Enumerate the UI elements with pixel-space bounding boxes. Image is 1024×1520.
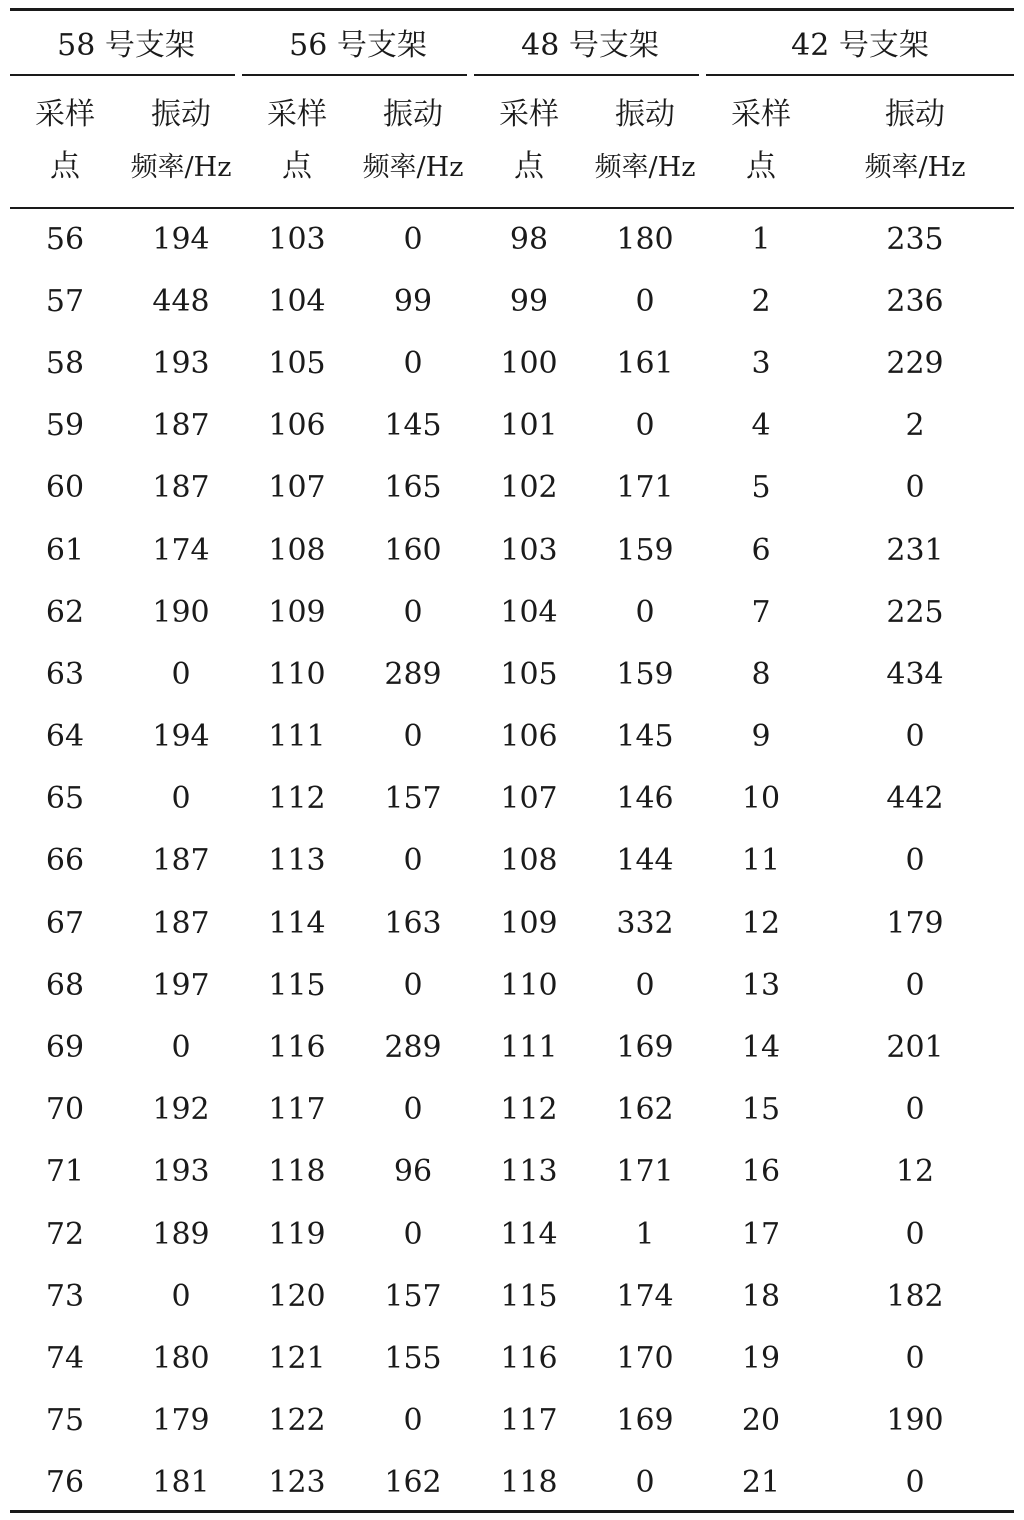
table-row: [10, 706, 1014, 768]
frequency-48-cell: 159: [616, 532, 674, 568]
table-row: [10, 395, 1014, 457]
frequency-58-cell: 181: [152, 1465, 210, 1501]
frequency-58-cell: 0: [171, 656, 191, 692]
frequency-58-cell: 179: [152, 1403, 210, 1439]
sample-point-58-cell: 73: [45, 1278, 85, 1314]
frequency-42-cell: 229: [886, 345, 944, 381]
frequency-48-cell: 180: [616, 221, 674, 257]
sample-point-header: 采样 点: [267, 97, 327, 184]
frequency-48-cell: 169: [616, 1030, 674, 1066]
frequency-48-cell: 169: [616, 1403, 674, 1439]
sample-point-42-cell: 11: [741, 843, 781, 879]
table-row: [10, 768, 1014, 830]
frequency-48-cell: 170: [616, 1340, 674, 1376]
group-header-48: 48 号支架: [521, 28, 659, 63]
sample-point-header: 采样 点: [35, 97, 95, 184]
frequency-58-cell: 197: [152, 967, 210, 1003]
frequency-42-cell: 225: [886, 594, 944, 630]
frequency-58-cell: 189: [152, 1216, 210, 1252]
frequency-56-cell: 157: [384, 781, 442, 817]
frequency-48-cell: 146: [616, 781, 674, 817]
frequency-56-cell: 0: [403, 719, 423, 755]
sample-point-48-cell: 117: [500, 1403, 558, 1439]
frequency-56-cell: 0: [403, 221, 423, 257]
group-header-row: [10, 10, 1014, 74]
frequency-42-cell: 0: [905, 719, 925, 755]
frequency-56-cell: 0: [403, 1216, 423, 1252]
table-row: [10, 1079, 1014, 1141]
frequency-56-cell: 0: [403, 843, 423, 879]
table-row: [10, 1265, 1014, 1327]
table-row: [10, 457, 1014, 519]
sample-point-48-cell: 104: [500, 594, 558, 630]
frequency-42-cell: 182: [886, 1278, 944, 1314]
table-row: [10, 1390, 1014, 1452]
sample-point-48-cell: 113: [500, 1154, 558, 1190]
sample-point-42-cell: 6: [751, 532, 771, 568]
frequency-48-cell: 0: [635, 1465, 655, 1501]
sample-point-58-cell: 76: [45, 1465, 85, 1501]
frequency-42-cell: 0: [905, 1340, 925, 1376]
frequency-48-cell: 0: [635, 408, 655, 444]
table-row: [10, 208, 1014, 270]
frequency-58-cell: 192: [152, 1092, 210, 1128]
sample-point-48-cell: 105: [500, 656, 558, 692]
frequency-56-cell: 155: [384, 1340, 442, 1376]
sample-point-56-cell: 119: [268, 1216, 326, 1252]
frequency-58-cell: 187: [152, 905, 210, 941]
sample-point-42-cell: 12: [741, 905, 781, 941]
frequency-42-cell: 0: [905, 967, 925, 1003]
frequency-56-cell: 289: [384, 656, 442, 692]
frequency-42-cell: 442: [886, 781, 944, 817]
table-row: [10, 954, 1014, 1016]
frequency-58-cell: 448: [152, 283, 210, 319]
frequency-42-cell: 0: [905, 470, 925, 506]
sample-point-56-cell: 107: [268, 470, 326, 506]
sample-point-42-cell: 20: [741, 1403, 781, 1439]
frequency-header: 振动 频率/Hz: [864, 96, 966, 183]
sample-point-56-cell: 103: [268, 221, 326, 257]
sample-point-48-cell: 100: [500, 345, 558, 381]
sample-point-56-cell: 106: [268, 408, 326, 444]
frequency-58-cell: 180: [152, 1340, 210, 1376]
sample-point-56-cell: 116: [268, 1030, 326, 1066]
frequency-48-cell: 161: [616, 345, 674, 381]
table-row: [10, 581, 1014, 643]
sample-point-56-cell: 123: [268, 1465, 326, 1501]
frequency-58-cell: 0: [171, 781, 191, 817]
frequency-42-cell: 0: [905, 843, 925, 879]
sample-point-48-cell: 110: [500, 967, 558, 1003]
frequency-56-cell: 0: [403, 1092, 423, 1128]
sample-point-56-cell: 120: [268, 1278, 326, 1314]
table-row: [10, 1327, 1014, 1389]
frequency-48-cell: 174: [616, 1278, 674, 1314]
group-header-58: 58 号支架: [57, 28, 195, 63]
sample-point-58-cell: 72: [45, 1216, 85, 1252]
sample-point-58-cell: 59: [45, 408, 85, 444]
frequency-56-cell: 289: [384, 1030, 442, 1066]
frequency-58-cell: 0: [171, 1030, 191, 1066]
sample-point-58-cell: 68: [45, 967, 85, 1003]
table-row: [10, 1452, 1014, 1514]
sample-point-58-cell: 64: [45, 719, 85, 755]
frequency-58-cell: 193: [152, 1154, 210, 1190]
frequency-42-cell: 12: [895, 1154, 935, 1190]
frequency-42-cell: 231: [886, 532, 944, 568]
frequency-48-cell: 162: [616, 1092, 674, 1128]
frequency-header: 振动 频率/Hz: [130, 96, 232, 183]
frequency-56-cell: 163: [384, 905, 442, 941]
frequency-42-cell: 0: [905, 1216, 925, 1252]
sample-point-56-cell: 114: [268, 905, 326, 941]
sample-point-58-cell: 71: [45, 1154, 85, 1190]
frequency-42-cell: 235: [886, 221, 944, 257]
table-row: [10, 332, 1014, 394]
sample-point-42-cell: 2: [751, 283, 771, 319]
frequency-56-cell: 0: [403, 345, 423, 381]
vibration-frequency-table: [10, 10, 1014, 1514]
frequency-48-cell: 0: [635, 967, 655, 1003]
sample-point-48-cell: 99: [509, 283, 549, 319]
sample-point-56-cell: 118: [268, 1154, 326, 1190]
sample-point-56-cell: 115: [268, 967, 326, 1003]
frequency-48-cell: 171: [616, 470, 674, 506]
frequency-48-cell: 145: [616, 719, 674, 755]
sample-point-42-cell: 15: [741, 1092, 781, 1128]
sample-point-56-cell: 112: [268, 781, 326, 817]
frequency-48-cell: 144: [616, 843, 674, 879]
frequency-48-cell: 159: [616, 656, 674, 692]
sample-point-58-cell: 67: [45, 905, 85, 941]
frequency-42-cell: 201: [886, 1030, 944, 1066]
group-header-56: 56 号支架: [289, 28, 427, 63]
table-row: [10, 519, 1014, 581]
frequency-42-cell: 179: [886, 905, 944, 941]
frequency-48-cell: 171: [616, 1154, 674, 1190]
group-header-42: 42 号支架: [791, 28, 929, 63]
frequency-56-cell: 162: [384, 1465, 442, 1501]
table-row: [10, 892, 1014, 954]
table-row: [10, 643, 1014, 705]
sample-point-56-cell: 117: [268, 1092, 326, 1128]
frequency-58-cell: 190: [152, 594, 210, 630]
frequency-48-cell: 0: [635, 283, 655, 319]
sample-point-48-cell: 108: [500, 843, 558, 879]
sample-point-header: 采样 点: [731, 97, 791, 184]
sample-point-56-cell: 113: [268, 843, 326, 879]
frequency-56-cell: 160: [384, 532, 442, 568]
frequency-56-cell: 99: [393, 283, 433, 319]
sample-point-58-cell: 57: [45, 283, 85, 319]
sample-point-56-cell: 121: [268, 1340, 326, 1376]
sample-point-48-cell: 111: [500, 1030, 558, 1066]
sample-point-56-cell: 105: [268, 345, 326, 381]
sample-point-48-cell: 114: [500, 1216, 558, 1252]
frequency-56-cell: 96: [393, 1154, 433, 1190]
sample-point-48-cell: 102: [500, 470, 558, 506]
sample-point-48-cell: 107: [500, 781, 558, 817]
frequency-48-cell: 332: [616, 905, 674, 941]
sample-point-42-cell: 17: [741, 1216, 781, 1252]
sample-point-58-cell: 65: [45, 781, 85, 817]
table-body: [10, 208, 1014, 1514]
sample-point-48-cell: 106: [500, 719, 558, 755]
table-row: [10, 830, 1014, 892]
table-row: [10, 270, 1014, 332]
sample-point-58-cell: 66: [45, 843, 85, 879]
frequency-56-cell: 157: [384, 1278, 442, 1314]
sample-point-42-cell: 4: [751, 408, 771, 444]
frequency-58-cell: 187: [152, 843, 210, 879]
sample-point-48-cell: 103: [500, 532, 558, 568]
frequency-58-cell: 193: [152, 345, 210, 381]
sample-point-42-cell: 16: [741, 1154, 781, 1190]
frequency-42-cell: 0: [905, 1092, 925, 1128]
sample-point-58-cell: 74: [45, 1340, 85, 1376]
sample-point-58-cell: 58: [45, 345, 85, 381]
frequency-58-cell: 187: [152, 408, 210, 444]
sample-point-42-cell: 7: [751, 594, 771, 630]
sample-point-58-cell: 62: [45, 594, 85, 630]
sample-point-56-cell: 108: [268, 532, 326, 568]
frequency-42-cell: 0: [905, 1465, 925, 1501]
frequency-56-cell: 0: [403, 594, 423, 630]
frequency-48-cell: 1: [635, 1216, 655, 1252]
frequency-58-cell: 174: [152, 532, 210, 568]
sample-point-56-cell: 111: [268, 719, 326, 755]
sample-point-58-cell: 60: [45, 470, 85, 506]
frequency-56-cell: 145: [384, 408, 442, 444]
sample-point-42-cell: 3: [751, 345, 771, 381]
sample-point-58-cell: 75: [45, 1403, 85, 1439]
sample-point-48-cell: 109: [500, 905, 558, 941]
table-row: [10, 1141, 1014, 1203]
sample-point-42-cell: 1: [751, 221, 771, 257]
frequency-58-cell: 0: [171, 1278, 191, 1314]
sample-point-58-cell: 69: [45, 1030, 85, 1066]
frequency-header: 振动 频率/Hz: [594, 96, 696, 183]
sample-point-42-cell: 13: [741, 967, 781, 1003]
sample-point-42-cell: 14: [741, 1030, 781, 1066]
sub-header-row: [10, 74, 1014, 208]
sample-point-42-cell: 5: [751, 470, 771, 506]
sample-point-42-cell: 18: [741, 1278, 781, 1314]
sample-point-56-cell: 110: [268, 656, 326, 692]
sample-point-42-cell: 10: [741, 781, 781, 817]
sample-point-58-cell: 70: [45, 1092, 85, 1128]
frequency-58-cell: 194: [152, 221, 210, 257]
frequency-42-cell: 434: [886, 656, 944, 692]
sample-point-56-cell: 109: [268, 594, 326, 630]
sample-point-58-cell: 61: [45, 532, 85, 568]
sample-point-42-cell: 19: [741, 1340, 781, 1376]
sample-point-48-cell: 118: [500, 1465, 558, 1501]
sample-point-56-cell: 122: [268, 1403, 326, 1439]
frequency-56-cell: 165: [384, 470, 442, 506]
sample-point-56-cell: 104: [268, 283, 326, 319]
sample-point-42-cell: 9: [751, 719, 771, 755]
frequency-56-cell: 0: [403, 967, 423, 1003]
frequency-42-cell: 236: [886, 283, 944, 319]
sample-point-48-cell: 115: [500, 1278, 558, 1314]
sample-point-58-cell: 63: [45, 656, 85, 692]
sample-point-42-cell: 21: [741, 1465, 781, 1501]
table-row: [10, 1203, 1014, 1265]
table-row: [10, 1016, 1014, 1078]
sample-point-58-cell: 56: [45, 221, 85, 257]
frequency-42-cell: 190: [886, 1403, 944, 1439]
sample-point-48-cell: 112: [500, 1092, 558, 1128]
frequency-58-cell: 194: [152, 719, 210, 755]
frequency-58-cell: 187: [152, 470, 210, 506]
sample-point-48-cell: 101: [500, 408, 558, 444]
sample-point-48-cell: 116: [500, 1340, 558, 1376]
sample-point-42-cell: 8: [751, 656, 771, 692]
sample-point-header: 采样 点: [499, 97, 559, 184]
frequency-48-cell: 0: [635, 594, 655, 630]
frequency-56-cell: 0: [403, 1403, 423, 1439]
sample-point-48-cell: 98: [509, 221, 549, 257]
frequency-42-cell: 2: [905, 408, 925, 444]
frequency-header: 振动 频率/Hz: [362, 96, 464, 183]
